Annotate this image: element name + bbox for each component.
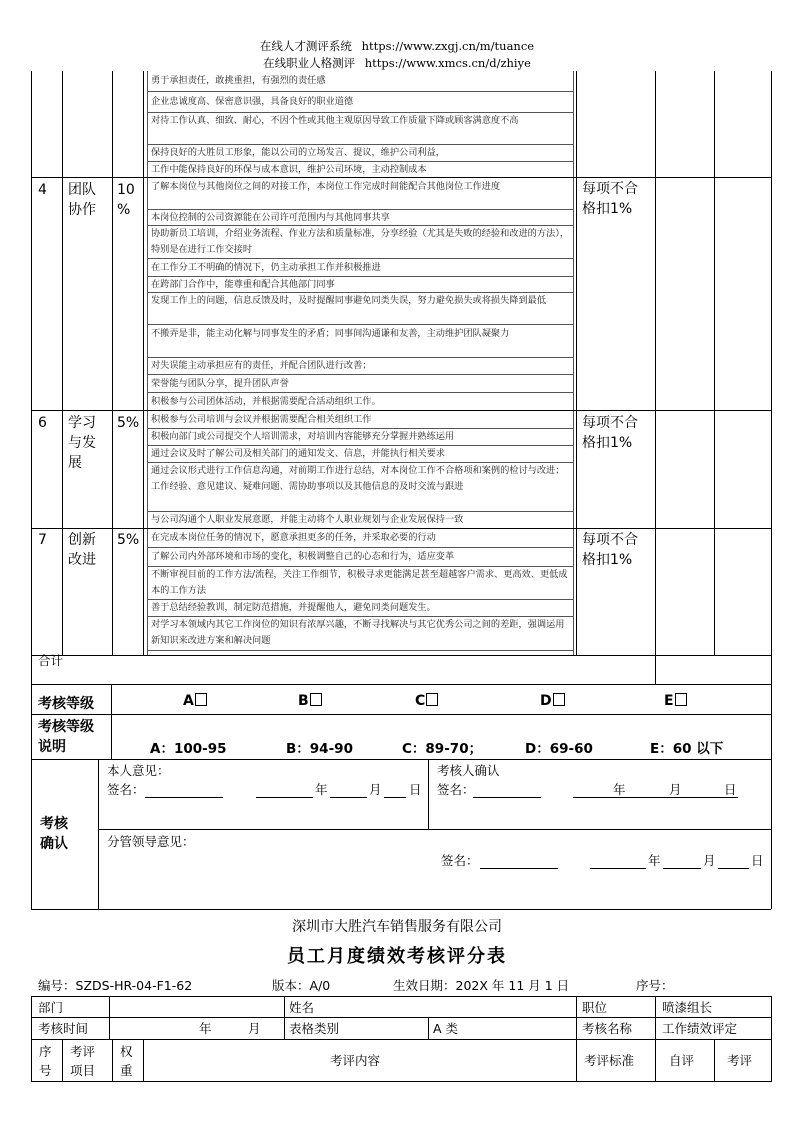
col-no: 号 (39, 1063, 52, 1078)
criteria-item: 本岗位控制的公司资源能在公司许可范围内与其他同事共享 (151, 212, 390, 223)
header-line-2 (0, 55, 794, 71)
self-sign-field[interactable] (145, 797, 223, 798)
criteria-item: 在工作分工不明确的情况下，仍主动承担工作并积极推进 (151, 262, 381, 273)
grade-desc-label: 考核等级 (38, 719, 94, 735)
leader-month-field[interactable] (663, 868, 701, 869)
grade-desc-e: E：60 以下 (650, 741, 724, 757)
reviewer-sign-label: 签名： (437, 782, 475, 797)
grade-label: 考核等级 (38, 696, 94, 712)
day-label: 日 (724, 782, 737, 797)
leader-opinion-label: 分管领导意见： (107, 834, 195, 849)
grade-desc-b: B：94-90 (286, 741, 353, 757)
criteria-item: 善于总结经验教训，制定防范措施，并提醒他人，避免同类问题发生。 (151, 602, 436, 613)
reviewer-confirm-label: 考核人确认 (437, 763, 500, 778)
header-line-1 (0, 38, 794, 54)
checkbox-icon[interactable] (310, 693, 322, 706)
day-label: 日 (751, 853, 764, 868)
version-label: 版本： (272, 978, 310, 993)
month-label: 月 (703, 853, 716, 868)
position-value: 喷漆组长 (662, 1000, 713, 1015)
day-label: 日 (409, 782, 422, 797)
criteria-item: 积极参与公司团体活动，并根据需要配合活动组织工作。 (151, 396, 381, 407)
grade-option-d[interactable] (540, 693, 565, 709)
section-item-name: 协作 (68, 202, 96, 218)
criteria-item: 对待工作认真、细致、耐心，不因个性或其他主观原因导致工作质量下降或顾客满意度不高 (151, 115, 519, 126)
confirm-label: 确认 (40, 836, 68, 852)
criteria-item: 保持良好的大胜员工形象，能以公司的立场发言、提议，维护公司利益， (151, 147, 445, 158)
leader-sign-label: 签名： (441, 853, 479, 868)
col-review: 考评 (727, 1053, 753, 1068)
col-self: 自评 (669, 1053, 695, 1068)
period-month-label: 月 (248, 1021, 261, 1036)
criteria-item: 荣誉能与团队分享，提升团队声誉 (151, 378, 289, 389)
form-title: 员工月度绩效考核评分表 (287, 946, 507, 967)
col-item: 项目 (70, 1063, 96, 1078)
criteria-item: 发现工作上的问题，信息反馈及时，及时提醒同事避免同类失误，努力避免损失或将损失降到最低 (151, 295, 547, 306)
grade-option-c[interactable] (415, 693, 438, 709)
header-personality-url[interactable]: https://www.xmcs.cn/d/zhiye (364, 56, 531, 70)
review-name-label: 考核名称 (582, 1021, 633, 1036)
leader-sign-field[interactable] (480, 868, 558, 869)
section-weight: % (117, 202, 131, 218)
criteria-item: 积极参与公司培训与会议并根据需要配合相关组织工作 (151, 414, 372, 425)
year-label: 年 (648, 853, 661, 868)
grade-option-a[interactable] (183, 693, 207, 709)
criteria-item: 了解公司内外部环境和市场的变化，积极调整自己的心态和行为，适应变革 (151, 551, 455, 562)
col-content: 考评内容 (330, 1053, 381, 1068)
version-value: A/0 (309, 978, 331, 993)
criteria-item: 企业忠诚度高、保密意识强，具备良好的职业道德 (151, 96, 354, 107)
leader-day-field[interactable] (718, 868, 749, 869)
header-system-label: 在线人才测评系统 (259, 39, 352, 53)
section-item-name: 与发 (68, 435, 96, 451)
self-sign-label: 签名： (107, 782, 145, 797)
header-system-url[interactable]: https://www.zxgj.cn/m/tuance (361, 39, 535, 53)
grade-desc-c: C：89-70； (402, 741, 483, 757)
dept-label: 部门 (38, 1000, 64, 1015)
year-label: 年 (315, 782, 328, 797)
criteria-item: 与公司沟通个人职业发展意愿，并能主动将个人职业规划与企业发展保持一致 (151, 514, 464, 525)
checkbox-icon[interactable] (553, 693, 565, 706)
section-standard: 每项不合 (582, 532, 638, 548)
col-weight: 权 (120, 1044, 133, 1059)
period-year-label: 年 (199, 1021, 212, 1036)
section-standard: 每项不合 (582, 415, 638, 431)
criteria-item: 工作中能保持良好的环保与成本意识，维护公司环境，主动控制成本 (151, 164, 427, 175)
self-day-field[interactable] (384, 797, 406, 798)
checkbox-icon[interactable] (195, 693, 207, 706)
effective-date-label: 生效日期： (393, 978, 456, 993)
criteria-item: 勇于承担责任，敢挑重担，有强烈的责任感 (151, 75, 326, 86)
reviewer-date-field[interactable] (573, 797, 738, 798)
criteria-item: 协助新员工培训，介绍业务流程、作业方法和质量标准，分享经验（尤其是失败的经验和改进的方法），特别是在进行工作交接时 (151, 228, 570, 255)
grade-option-label: A (183, 693, 194, 709)
checkbox-icon[interactable] (675, 693, 687, 706)
grade-option-e[interactable] (664, 693, 687, 709)
col-no: 序 (39, 1044, 52, 1059)
grade-option-label: C (415, 693, 426, 709)
col-standard: 考评标准 (584, 1053, 635, 1068)
grade-option-label: E (664, 693, 674, 709)
code-label: 编号： (38, 978, 76, 993)
section-weight: 5% (117, 532, 140, 548)
self-year-field[interactable] (256, 797, 313, 798)
grade-desc-label: 说明 (38, 739, 66, 755)
criteria-item: 在完成本岗位任务的情况下，愿意承担更多的任务，并采取必要的行动 (151, 532, 436, 543)
checkbox-icon[interactable] (426, 693, 438, 706)
criteria-item: 对失误能主动承担应有的责任，并配合团队进行改善； (151, 360, 372, 371)
total-label: 合计 (38, 653, 64, 668)
section-number: 6 (38, 415, 47, 431)
section-item-name: 团队 (68, 182, 96, 198)
section-number: 4 (38, 182, 47, 198)
effective-date-info (393, 976, 569, 994)
grade-option-label: B (298, 693, 309, 709)
year-label: 年 (613, 782, 626, 797)
section-item-name: 学习 (68, 415, 96, 431)
header-personality-label: 在线职业人格测评 (263, 56, 356, 70)
section-item-name: 改进 (68, 552, 96, 568)
code-info (38, 976, 192, 994)
month-label: 月 (369, 782, 382, 797)
section-standard: 格扣1% (582, 552, 633, 568)
self-month-field[interactable] (330, 797, 367, 798)
section-weight: 5% (117, 415, 140, 431)
confirm-label: 考核 (40, 816, 68, 832)
seq-label: 序号： (636, 978, 674, 993)
section-weight: 10 (117, 182, 135, 198)
grade-desc-a: A：100-95 (150, 741, 227, 757)
leader-year-field[interactable] (590, 868, 646, 869)
name-label: 姓名 (289, 1000, 315, 1015)
col-item: 考评 (70, 1044, 96, 1059)
reviewer-sign-field[interactable] (473, 797, 541, 798)
form-type-label: 表格类别 (289, 1021, 340, 1036)
criteria-item: 通过会议及时了解公司及相关部门的通知发文、信息，并能执行相关要求 (151, 448, 445, 459)
criteria-item: 积极向部门或公司提交个人培训需求，对培训内容能够充分掌握并熟练运用 (151, 431, 455, 442)
grade-option-b[interactable] (298, 693, 322, 709)
version-info (272, 976, 330, 994)
month-label: 月 (669, 782, 682, 797)
section-item-name: 展 (68, 455, 82, 471)
section-item-name: 创新 (68, 532, 96, 548)
criteria-item: 不搬弄是非，能主动化解与同事发生的矛盾；同事间沟通谦和友善，主动维护团队凝聚力 (151, 328, 510, 339)
form-type-value: A 类 (433, 1021, 459, 1036)
code-value: SZDS-HR-04-F1-62 (75, 978, 193, 993)
section-standard: 格扣1% (582, 201, 633, 217)
position-label: 职位 (582, 1000, 608, 1015)
section-standard: 每项不合 (582, 181, 638, 197)
grade-option-label: D (540, 693, 552, 709)
grade-desc-d: D：69-60 (525, 741, 593, 757)
period-label: 考核时间 (38, 1021, 89, 1036)
review-name-value: 工作绩效评定 (662, 1021, 738, 1036)
company-name: 深圳市大胜汽车销售服务有限公司 (292, 919, 502, 935)
criteria-item: 了解本岗位与其他岗位之间的对接工作，本岗位工作完成时间能配合其他岗位工作进度 (151, 181, 501, 192)
criteria-item: 不断审视目前的工作方法/流程，关注工作细节，积极寻求更能满足甚至超越客户需求、更高效、更低成本的工作方法 (151, 569, 568, 596)
criteria-item: 通过会议形式进行工作信息沟通，对前期工作进行总结，对本岗位工作不合格项和案例的检讨与改进；工作经验、意见建议、疑难问题、需协助事项以及其他信息的及时交流与跟进 (151, 465, 565, 492)
effective-date-value: 202X 年 11 月 1 日 (455, 978, 570, 993)
self-opinion-label: 本人意见： (107, 763, 170, 778)
section-standard: 格扣1% (582, 435, 633, 451)
col-weight: 重 (120, 1063, 133, 1078)
section-number: 7 (38, 532, 47, 548)
criteria-item: 在跨部门合作中，能尊重和配合其他部门同事 (151, 279, 335, 290)
criteria-item: 对学习本领域内其它工作岗位的知识有浓厚兴趣，不断寻找解决与其它优秀公司之间的差距，强调运用新知识来改进方案和解决问题 (151, 619, 565, 646)
